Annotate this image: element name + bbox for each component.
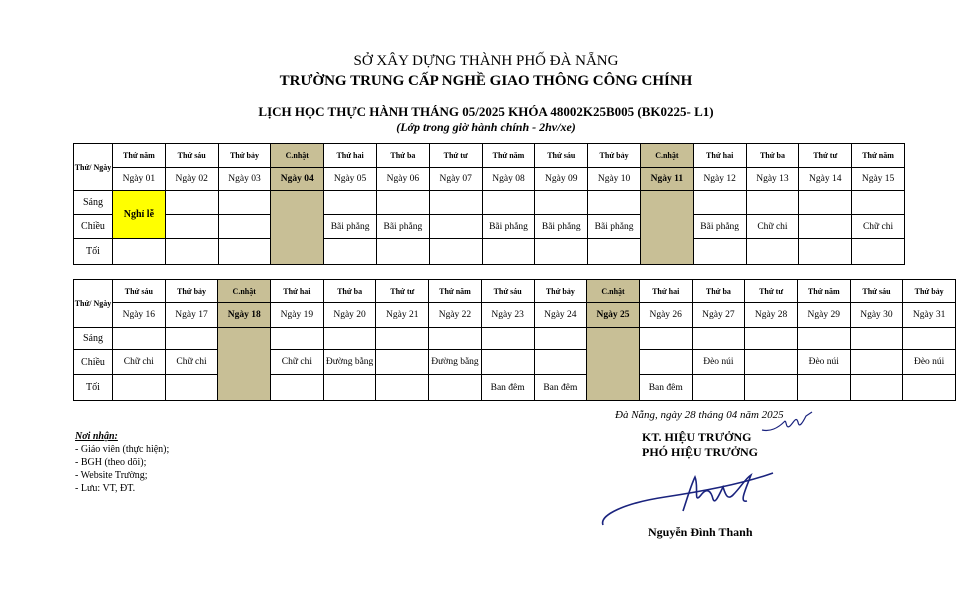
evening-cell [323, 375, 376, 401]
evening-cell [113, 375, 166, 401]
weekday-cell: Thứ tư [429, 144, 482, 168]
recipient-item: - Website Trường; [75, 470, 148, 481]
date-cell: Ngày 11 [640, 168, 693, 191]
weekday-cell: C.nhật [271, 144, 324, 168]
afternoon-cell [534, 350, 587, 375]
afternoon-cell: Bãi phẳng [324, 215, 377, 239]
schedule-table-1 [73, 143, 905, 265]
date-cell: Ngày 22 [429, 303, 482, 328]
date-cell: Ngày 06 [376, 168, 429, 191]
weekday-cell: C.nhật [218, 280, 271, 303]
date-cell: Ngày 17 [165, 303, 218, 328]
weekday-cell: Thứ bảy [534, 280, 587, 303]
morning-label: Sáng [74, 328, 113, 350]
afternoon-cell: Chữ chi [852, 215, 905, 239]
date-cell: Ngày 25 [587, 303, 640, 328]
evening-row [74, 239, 905, 265]
morning-cell [482, 191, 535, 215]
weekday-cell: Thứ hai [639, 280, 692, 303]
date-cell: Ngày 07 [429, 168, 482, 191]
evening-cell [535, 239, 588, 265]
afternoon-cell [745, 350, 798, 375]
afternoon-cell: Bãi phẳng [376, 215, 429, 239]
weekday-cell: Thứ bảy [588, 144, 641, 168]
date-cell: Ngày 30 [850, 303, 903, 328]
date-cell: Ngày 18 [218, 303, 271, 328]
weekday-cell: Thứ năm [482, 144, 535, 168]
evening-cell [852, 239, 905, 265]
morning-cell [903, 328, 956, 350]
afternoon-cell [639, 350, 692, 375]
signer-role: PHÓ HIỆU TRƯỞNG [642, 445, 759, 459]
date-cell: Ngày 03 [218, 168, 271, 191]
weekday-cell: Thứ sáu [850, 280, 903, 303]
afternoon-cell: Bãi phẳng [693, 215, 746, 239]
evening-label: Tối [74, 239, 113, 265]
evening-label: Tối [74, 375, 113, 401]
evening-cell [693, 239, 746, 265]
date-cell: Ngày 31 [903, 303, 956, 328]
weekday-cell: C.nhật [587, 280, 640, 303]
weekday-cell: Thứ ba [376, 144, 429, 168]
weekday-cell: Thứ năm [429, 280, 482, 303]
evening-cell: Ban đêm [639, 375, 692, 401]
afternoon-cell [799, 215, 852, 239]
morning-row [74, 191, 905, 215]
weekday-cell: Thứ hai [271, 280, 324, 303]
afternoon-cell: Chữ chi [165, 350, 218, 375]
afternoon-cell: Đèo núi [797, 350, 850, 375]
afternoon-cell: Đường bằng [429, 350, 482, 375]
schedule-subtitle: (Lớp trong giờ hành chính - 2hv/xe) [396, 120, 576, 134]
morning-cell [850, 328, 903, 350]
date-cell: Ngày 01 [113, 168, 166, 191]
morning-cell [376, 328, 429, 350]
recipients-title: Nơi nhận: [75, 431, 118, 442]
date-cell: Ngày 27 [692, 303, 745, 328]
afternoon-cell: Chữ chi [746, 215, 799, 239]
sunday-block [587, 328, 640, 401]
weekday-cell: Thứ bảy [903, 280, 956, 303]
corner-label: Thứ/ Ngày [74, 280, 113, 328]
morning-cell [323, 328, 376, 350]
morning-cell [746, 191, 799, 215]
evening-cell [692, 375, 745, 401]
evening-cell [165, 375, 218, 401]
morning-cell [588, 191, 641, 215]
weekday-cell: Thứ hai [693, 144, 746, 168]
sunday-block [271, 191, 324, 265]
afternoon-cell [218, 215, 271, 239]
morning-label: Sáng [74, 191, 113, 215]
date-cell: Ngày 29 [797, 303, 850, 328]
schedule-table-2 [73, 279, 956, 401]
recipient-item: - BGH (theo dõi); [75, 457, 147, 468]
afternoon-cell: Đường bằng [323, 350, 376, 375]
weekday-cell: Thứ sáu [113, 280, 166, 303]
morning-cell [799, 191, 852, 215]
evening-cell [850, 375, 903, 401]
morning-cell [429, 191, 482, 215]
afternoon-cell [429, 215, 482, 239]
evening-cell [429, 239, 482, 265]
evening-cell [797, 375, 850, 401]
date-cell: Ngày 10 [588, 168, 641, 191]
weekday-cell: Thứ sáu [535, 144, 588, 168]
evening-cell [376, 375, 429, 401]
morning-cell [113, 328, 166, 350]
weekday-cell: Thứ ba [323, 280, 376, 303]
weekday-cell: Thứ bảy [218, 144, 271, 168]
evening-cell [903, 375, 956, 401]
morning-cell [693, 191, 746, 215]
recipients-block [75, 430, 169, 495]
afternoon-cell: Chữ chi [271, 350, 324, 375]
weekday-row [74, 144, 905, 168]
afternoon-cell: Chữ chi [113, 350, 166, 375]
evening-cell [218, 239, 271, 265]
corner-label: Thứ/ Ngày [74, 144, 113, 191]
evening-cell: Ban đêm [534, 375, 587, 401]
holiday-cell: Nghỉ lễ [113, 191, 166, 239]
date-row [74, 168, 905, 191]
afternoon-cell: Bãi phẳng [535, 215, 588, 239]
date-cell: Ngày 02 [165, 168, 218, 191]
morning-cell [218, 191, 271, 215]
date-cell: Ngày 21 [376, 303, 429, 328]
morning-cell [745, 328, 798, 350]
afternoon-label: Chiều [74, 215, 113, 239]
recipient-item: - Giáo viên (thực hiện); [75, 444, 170, 455]
date-row [74, 303, 956, 328]
morning-cell [376, 191, 429, 215]
evening-cell [588, 239, 641, 265]
morning-row [74, 328, 956, 350]
evening-row [74, 375, 956, 401]
morning-cell [324, 191, 377, 215]
date-cell: Ngày 14 [799, 168, 852, 191]
date-cell: Ngày 19 [271, 303, 324, 328]
afternoon-cell [165, 215, 218, 239]
weekday-cell: Thứ bảy [165, 280, 218, 303]
schedule-title: LỊCH HỌC THỰC HÀNH THÁNG 05/2025 KHÓA 48002K25B005 (BK0225- L1) [258, 104, 714, 119]
afternoon-cell [850, 350, 903, 375]
evening-cell [745, 375, 798, 401]
weekday-cell: C.nhật [640, 144, 693, 168]
sunday-block [218, 328, 271, 401]
afternoon-cell [376, 350, 429, 375]
school-name: TRƯỜNG TRUNG CẤP NGHỀ GIAO THÔNG CÔNG CHÍNH [279, 73, 693, 89]
morning-cell [429, 328, 482, 350]
date-cell: Ngày 13 [746, 168, 799, 191]
weekday-cell: Thứ năm [852, 144, 905, 168]
afternoon-cell: Đèo núi [903, 350, 956, 375]
date-cell: Ngày 12 [693, 168, 746, 191]
date-cell: Ngày 05 [324, 168, 377, 191]
weekday-cell: Thứ ba [746, 144, 799, 168]
afternoon-label: Chiều [74, 350, 113, 375]
morning-cell [534, 328, 587, 350]
evening-cell [799, 239, 852, 265]
weekday-cell: Thứ hai [324, 144, 377, 168]
morning-cell [639, 328, 692, 350]
morning-cell [797, 328, 850, 350]
date-cell: Ngày 26 [639, 303, 692, 328]
weekday-cell: Thứ sáu [481, 280, 534, 303]
morning-cell [852, 191, 905, 215]
afternoon-row [74, 215, 905, 239]
recipient-item: - Lưu: VT, ĐT. [75, 483, 136, 494]
evening-cell [113, 239, 166, 265]
date-cell: Ngày 23 [481, 303, 534, 328]
evening-cell: Ban đêm [481, 375, 534, 401]
weekday-cell: Thứ ba [692, 280, 745, 303]
afternoon-row [74, 350, 956, 375]
evening-cell [165, 239, 218, 265]
afternoon-cell: Bãi phẳng [588, 215, 641, 239]
morning-cell [692, 328, 745, 350]
weekday-cell: Thứ tư [799, 144, 852, 168]
initial-signature-icon [760, 408, 815, 438]
weekday-cell: Thứ năm [113, 144, 166, 168]
morning-cell [165, 328, 218, 350]
morning-cell [481, 328, 534, 350]
date-cell: Ngày 15 [852, 168, 905, 191]
date-cell: Ngày 09 [535, 168, 588, 191]
date-cell: Ngày 16 [113, 303, 166, 328]
weekday-cell: Thứ tư [745, 280, 798, 303]
morning-cell [271, 328, 324, 350]
date-cell: Ngày 28 [745, 303, 798, 328]
date-cell: Ngày 08 [482, 168, 535, 191]
signer-title: KT. HIỆU TRƯỞNG [642, 430, 752, 444]
weekday-cell: Thứ năm [797, 280, 850, 303]
weekday-row [74, 280, 956, 303]
morning-cell [165, 191, 218, 215]
sunday-block [640, 191, 693, 265]
evening-cell [376, 239, 429, 265]
evening-cell [324, 239, 377, 265]
department-name: SỞ XÂY DỰNG THÀNH PHỐ ĐÀ NẴNG [353, 53, 619, 69]
date-cell: Ngày 20 [323, 303, 376, 328]
weekday-cell: Thứ tư [376, 280, 429, 303]
afternoon-cell [481, 350, 534, 375]
date-cell: Ngày 24 [534, 303, 587, 328]
signature-icon [595, 465, 785, 530]
evening-cell [271, 375, 324, 401]
afternoon-cell: Bãi phẳng [482, 215, 535, 239]
evening-cell [746, 239, 799, 265]
date-cell: Ngày 04 [271, 168, 324, 191]
sign-date: Đà Nẵng, ngày 28 tháng 04 năm 2025 [615, 409, 784, 421]
signer-name: Nguyễn Đình Thanh [648, 525, 753, 539]
afternoon-cell: Đèo núi [692, 350, 745, 375]
weekday-cell: Thứ sáu [165, 144, 218, 168]
evening-cell [482, 239, 535, 265]
evening-cell [429, 375, 482, 401]
morning-cell [535, 191, 588, 215]
